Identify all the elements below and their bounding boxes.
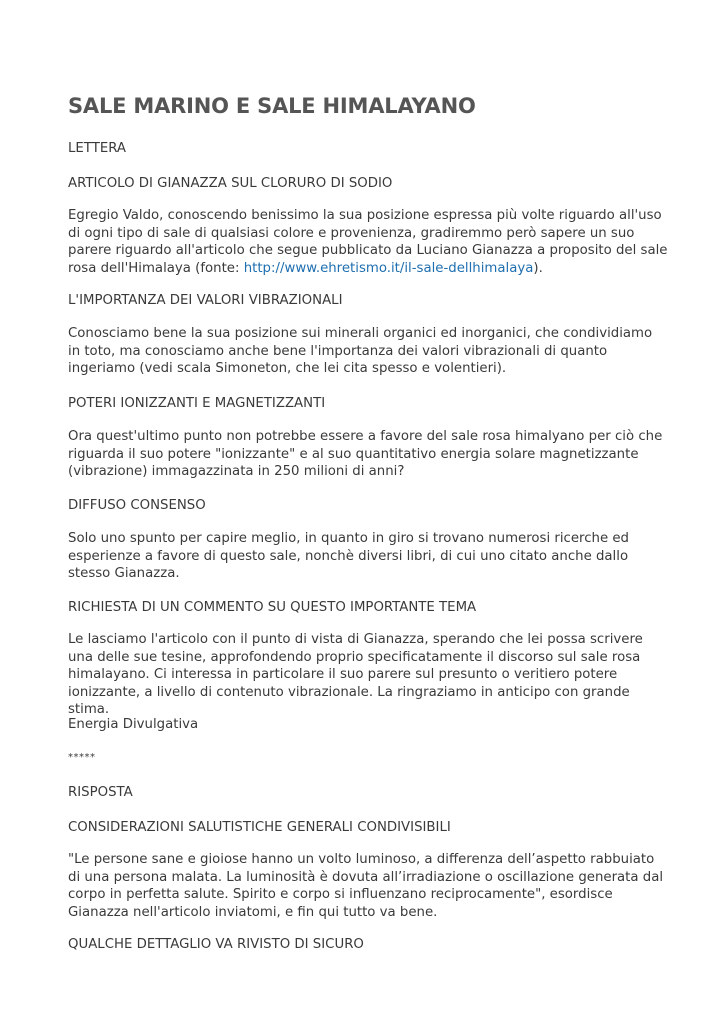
separator-stars: ***** — [68, 752, 96, 763]
source-link[interactable]: http://www.ehretismo.it/il-sale-dellhimalaya — [243, 260, 534, 276]
signature: Energia Divulgativa — [68, 717, 199, 732]
section-heading-considerazioni: CONSIDERAZIONI SALUTISTICHE GENERALI CONDIVISIBILI — [68, 820, 451, 835]
section-heading-richiesta: RICHIESTA DI UN COMMENTO SU QUESTO IMPORTANTE TEMA — [68, 600, 477, 615]
section-heading-valori: L'IMPORTANZA DEI VALORI VIBRAZIONALI — [68, 293, 343, 308]
paragraph-considerazioni: "Le persone sane e gioiose hanno un volto luminoso, a differenza dell’aspetto rabbuiato di una persona malata. La luminosità è dovuta all’irradiazione o oscillazione generata dal corpo in perfetta salute. Spirito e corpo si influenzano reciprocamente", esordisce Gianazza nell'articolo inviatomi, e fin qui tutto va bene. — [68, 852, 664, 920]
paragraph-poteri: Ora quest'ultimo punto non potrebbe essere a favore del sale rosa himalyano per ciò che riguarda il suo potere "ionizzante" e al suo quantitativo energia solare magnetizzante (vibrazione) immagazzinata in 250 milioni di anni? — [68, 429, 663, 479]
label-risposta: RISPOSTA — [68, 785, 133, 800]
page-title: SALE MARINO E SALE HIMALAYANO — [68, 94, 476, 118]
section-heading-poteri: POTERI IONIZZANTI E MAGNETIZZANTI — [68, 396, 326, 411]
section-heading-consenso: DIFFUSO CONSENSO — [68, 498, 206, 513]
section-heading-dettaglio: QUALCHE DETTAGLIO VA RIVISTO DI SICURO — [68, 937, 364, 952]
section-heading-articolo: ARTICOLO DI GIANAZZA SUL CLORURO DI SODIO — [68, 176, 393, 191]
label-lettera: LETTERA — [68, 141, 127, 156]
paragraph-intro-end: ). — [533, 260, 543, 276]
paragraph-valori: Conosciamo bene la sua posizione sui minerali organici ed inorganici, che condividiamo in toto, ma conosciamo anche bene l'importanza dei valori vibrazionali di quanto ingeriamo (vedi scala Simoneton, che lei cita spesso e volentieri). — [68, 326, 653, 376]
paragraph-intro — [68, 207, 668, 277]
paragraph-richiesta: Le lasciamo l'articolo con il punto di vista di Gianazza, sperando che lei possa scrivere una delle sue tesine, approfondendo proprio specificatamente il discorso sul sale rosa himalayano. Ci interessa in particolare il suo parere sul presunto o veritiero potere ionizzante, a livello di contenuto vibrazionale. La ringraziamo in anticipo con grande stima. — [68, 632, 643, 717]
paragraph-intro-text: Egregio Valdo, conoscendo benissimo la sua posizione espressa più volte riguardo all'uso di ogni tipo di sale di qualsiasi colore e provenienza, gradiremmo però sapere un suo parere riguardo all'articolo che segue pubblicato da Luciano Gianazza a proposito del sale rosa dell'Himalaya (fonte: — [68, 208, 668, 276]
paragraph-consenso: Solo uno spunto per capire meglio, in quanto in giro si trovano numerosi ricerche ed esperienze a favore di questo sale, nonchè diversi libri, di cui uno citato anche dallo stesso Gianazza. — [68, 531, 629, 581]
